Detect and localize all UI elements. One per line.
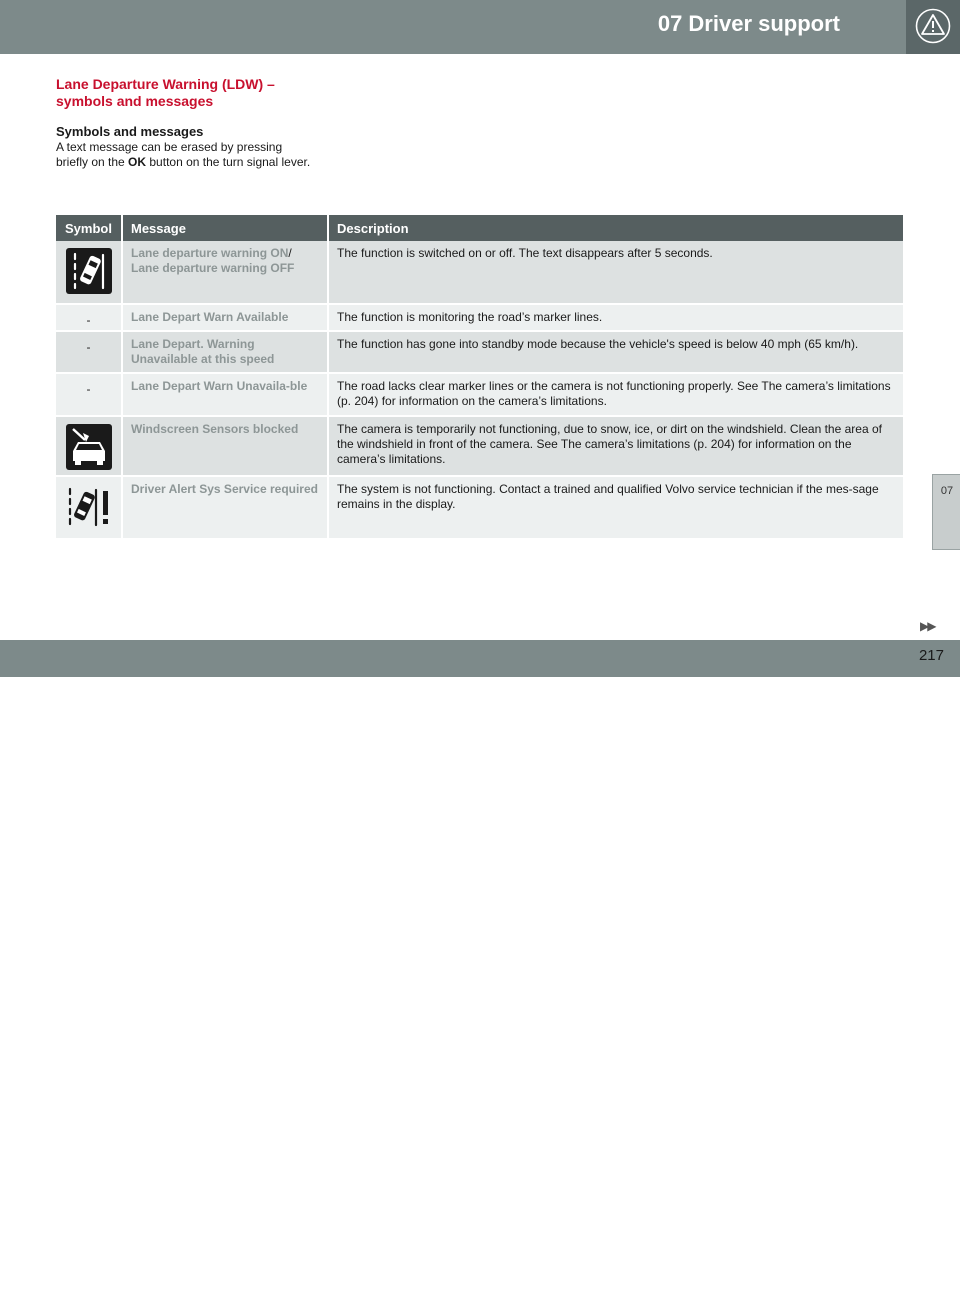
symbols-messages-table [56, 215, 905, 540]
message-on: Lane departure warning ON [131, 246, 289, 260]
message-text: Lane Depart Warn Available [131, 310, 289, 324]
chapter-title: 07 Driver support [657, 11, 840, 36]
message-cell [122, 476, 328, 539]
message-text: Lane Depart Warn Unavaila-ble [131, 379, 308, 393]
message-cell [122, 331, 328, 373]
description-cell: The function is monitoring the road’s marker lines. [328, 304, 904, 331]
lane-departure-service-icon [64, 483, 114, 533]
page-header [0, 0, 906, 54]
side-tab-label: 07 [940, 485, 954, 497]
symbol-cell [56, 373, 122, 416]
ok-label: OK [128, 155, 147, 169]
symbol-dash: - [86, 340, 91, 354]
table-row [56, 241, 904, 304]
page-number: 217 [918, 647, 944, 664]
symbol-cell [56, 331, 122, 373]
double-chevron-right-icon[interactable]: ▶▶ [920, 619, 935, 633]
warning-triangle-icon [915, 8, 951, 44]
warning-icon-box [906, 0, 960, 54]
intro-text [56, 140, 316, 170]
message-separator: / [288, 246, 292, 260]
message-text: Windscreen Sensors blocked [131, 422, 299, 436]
message-cell [122, 416, 328, 476]
description-cell: The system is not functioning. Contact a trained and qualified Volvo service technician if the mes-sage remains in the display. [328, 476, 904, 539]
table-row [56, 331, 904, 373]
message-off: Lane departure warning OFF [131, 261, 295, 275]
description-cell: The function is switched on or off. The text disappears after 5 seconds. [328, 241, 904, 304]
description-cell: The function has gone into standby mode because the vehicle's speed is below 40 mph (65 km/h). [328, 331, 904, 373]
symbol-cell [56, 304, 122, 331]
section-title: Lane Departure Warning (LDW) – symbols and messages [56, 76, 275, 109]
table-row [56, 416, 904, 476]
message-text [131, 246, 294, 275]
symbol-cell [56, 476, 122, 539]
chapter-side-tab[interactable] [932, 474, 960, 550]
message-text: Lane Depart. Warning Unavailable at this speed [131, 337, 275, 366]
message-cell [122, 304, 328, 331]
description-cell: The camera is temporarily not functioning, due to snow, ice, or dirt on the windshield. Clean the area of the windshield in front of the camera. See The camera’s limitations (p. 204) for information on the camera’s limitations. [328, 416, 904, 476]
symbol-cell [56, 416, 122, 476]
lane-departure-icon [65, 247, 113, 295]
message-cell [122, 241, 328, 304]
message-cell [122, 373, 328, 416]
sub-heading: Symbols and messages [56, 124, 204, 139]
column-header-symbol: Symbol [56, 215, 122, 241]
intro-text-end: button on the turn signal lever. [146, 155, 311, 169]
column-header-description: Description [328, 215, 904, 241]
watermark-text: carmanualsonline.info [585, 1283, 872, 1313]
message-text: Driver Alert Sys Service required [131, 482, 318, 496]
table-header-row [56, 215, 904, 241]
column-header-message: Message [122, 215, 328, 241]
page-footer [0, 640, 960, 1313]
windscreen-sensor-icon [65, 423, 113, 471]
symbol-cell [56, 241, 122, 304]
table-row [56, 304, 904, 331]
table-row [56, 476, 904, 539]
intro-text-start: A text message can be erased by pressing briefly on the [56, 140, 283, 169]
description-cell: The road lacks clear marker lines or the camera is not functioning properly. See The camera’s limitations (p. 204) for information on the camera’s limitations. [328, 373, 904, 416]
table-row [56, 373, 904, 416]
symbol-dash: - [86, 382, 91, 396]
symbol-dash: - [86, 313, 91, 327]
